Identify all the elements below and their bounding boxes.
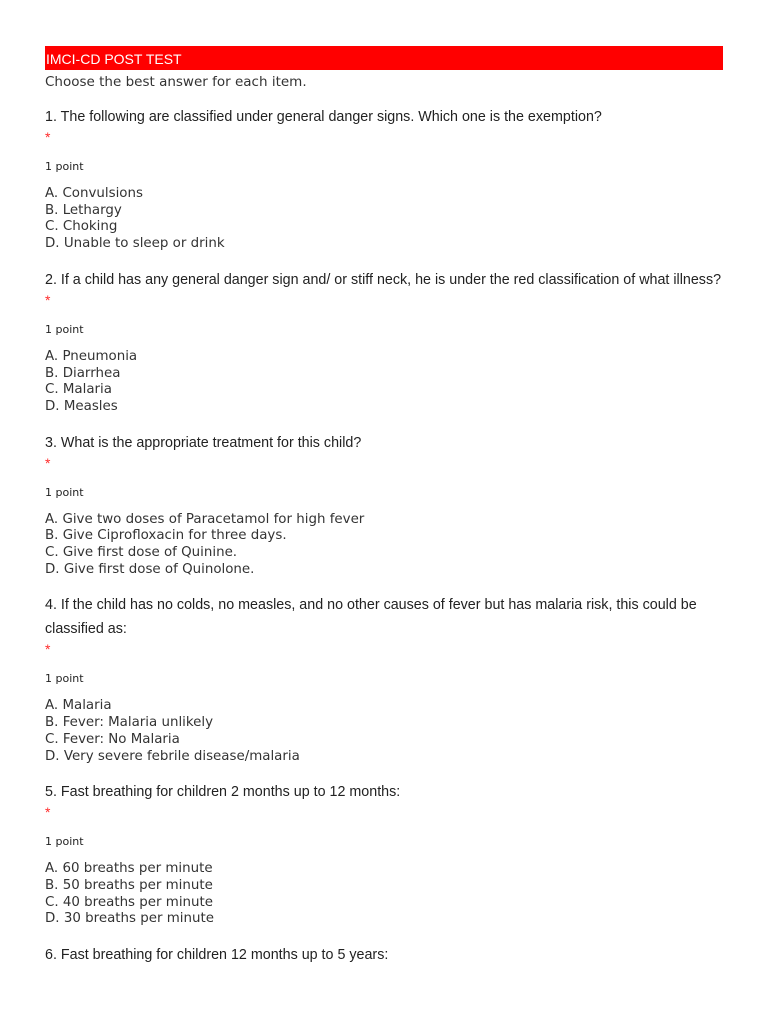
- question-1: [45, 105, 723, 253]
- option: C. Malaria: [45, 382, 112, 398]
- options-list: [45, 512, 723, 579]
- option: D. Measles: [45, 398, 118, 414]
- required-marker: *: [45, 291, 51, 308]
- option: D. Give first dose of Quinolone.: [45, 561, 255, 577]
- option: C. Choking: [45, 219, 118, 235]
- option: B. 50 breaths per minute: [45, 877, 213, 893]
- option: B. Diarrhea: [45, 365, 121, 381]
- question-text: 2. If a child has any general danger sign and/ or stiff neck, he is under the red classification of what illness?: [45, 271, 722, 288]
- option: B. Fever: Malaria unlikely: [45, 715, 214, 731]
- required-marker: *: [45, 129, 51, 145]
- question-2: [45, 268, 723, 416]
- option: A. Give two doses of Paracetamol for high fever: [45, 511, 365, 527]
- options-list: [45, 861, 723, 928]
- required-marker: *: [45, 641, 51, 658]
- instructions-text: Choose the best answer for each item.: [45, 74, 307, 90]
- option: D. Unable to sleep or drink: [45, 236, 225, 252]
- question-6: [45, 943, 723, 967]
- option: A. Convulsions: [45, 186, 143, 201]
- question-4: [45, 593, 723, 765]
- points-label: 1 point: [45, 672, 84, 686]
- option: C. 40 breaths per minute: [45, 894, 214, 910]
- points-label: 1 point: [45, 485, 84, 499]
- page-title: IMCI-CD POST TEST: [45, 46, 723, 70]
- options-list: [45, 698, 723, 765]
- points-label: 1 point: [45, 322, 84, 336]
- required-marker: *: [45, 454, 51, 471]
- option: B. Lethargy: [45, 202, 122, 218]
- required-marker: *: [45, 804, 51, 821]
- document-page: [45, 46, 723, 967]
- question-text: 5. Fast breathing for children 2 months up to 12 months:: [45, 784, 401, 801]
- question-text: 1. The following are classified under general danger signs. Which one is the exemption?: [45, 109, 602, 125]
- points-label: 1 point: [45, 160, 84, 173]
- options-list: [45, 186, 723, 253]
- question-5: [45, 780, 723, 928]
- option: A. 60 breaths per minute: [45, 861, 213, 877]
- option: B. Give Ciprofloxacin for three days.: [45, 528, 287, 544]
- option: C. Give first dose of Quinine.: [45, 545, 238, 561]
- option: A. Pneumonia: [45, 348, 138, 364]
- question-text: 6. Fast breathing for children 12 months up to 5 years:: [45, 947, 389, 964]
- options-list: [45, 349, 723, 416]
- question-text: 3. What is the appropriate treatment for this child?: [45, 434, 362, 451]
- question-text: 4. If the child has no colds, no measles, and no other causes of fever but has malaria risk, this could be classified as:: [45, 597, 697, 638]
- option: D. Very severe febrile disease/malaria: [45, 748, 300, 764]
- points-label: 1 point: [45, 835, 84, 849]
- option: C. Fever: No Malaria: [45, 731, 180, 747]
- option: A. Malaria: [45, 698, 112, 714]
- question-3: [45, 431, 723, 579]
- option: D. 30 breaths per minute: [45, 911, 214, 927]
